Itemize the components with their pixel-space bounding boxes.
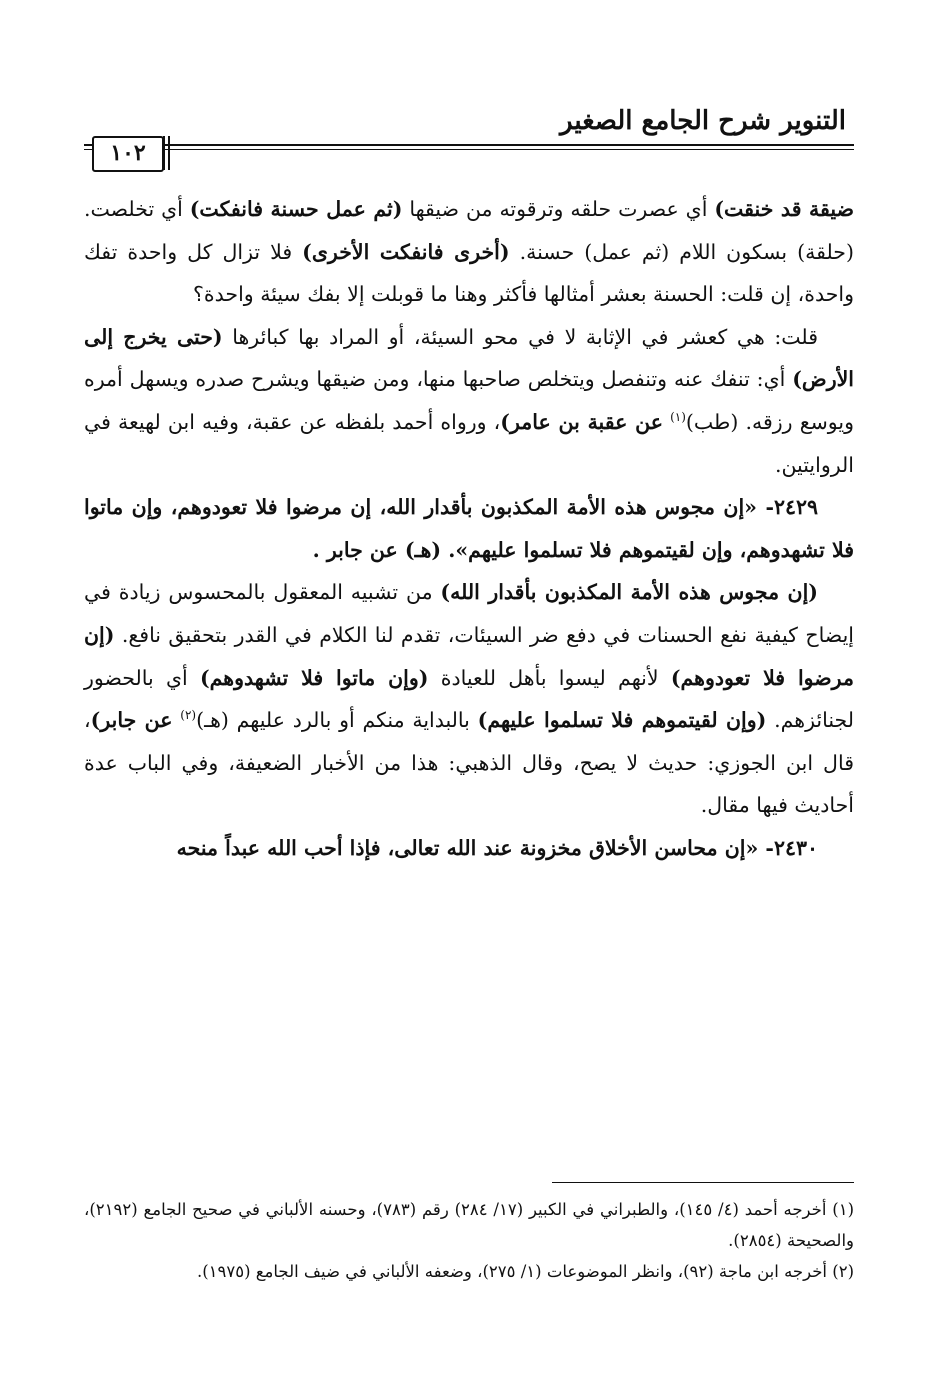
footnote-separator [552, 1182, 854, 1183]
footnote-1: (١) أخرجه أحمد (٤/ ١٤٥)، والطبراني في الكبير (١٧/ ٢٨٤) رقم (٧٨٣)، وحسنه الألباني في صحيح الجامع (٢١٩٢)، والصحيحة (٢٨٥٤). [84, 1200, 854, 1250]
header-rule [84, 144, 854, 146]
book-title: التنوير شرح الجامع الصغير [560, 106, 846, 136]
footnote-ref-2: (٢) [180, 708, 197, 723]
paragraph-2: قلت: هي كعشر في الإثابة لا في محو السيئة، أو المراد بها كبائرها (حتى يخرج إلى الأرض) أي: تنفك عنه وتنفصل ويتخلص صاحبها منها، ومن ضيقها ويشرح صدره ويسهل أمره ويوسع رزقه. (طب)$^{(١)}$ عن عقبة بن عامر)، ورواه أحمد بلفظه عن عقبة، وفيه ابن لهيعة في الروايتين. [84, 324, 854, 477]
footnotes [84, 1194, 854, 1287]
paragraph-4: (إن مجوس هذه الأمة المكذبون بأقدار الله) من تشبيه المعقول بالمحسوس زيادة في إيضاح كيفية نفع الحسنات في دفع ضر السيئات، تقدم لنا الكلام في القدر بتحقيق نافع. (إن مرضوا فلا تعودوهم) لأنهم ليسوا بأهل للعيادة (وإن ماتوا فلا تشهدوهم) أي بالحضور لجنائزهم. (وإن لقيتموهم فلا تسلموا عليهم) بالبداية منكم أو بالرد عليهم (هـ)$^{(٢)}$ عن جابر)، قال ابن الجوزي: حديث لا يصح، وقال الذهبي: هذا من الأخبار الضعيفة، وفي الباب عدة أحاديث فيها مقال. [84, 580, 854, 818]
page-number: ١٠٢ [92, 136, 164, 172]
header-rule-thin [84, 149, 854, 150]
hadith-2430: ٢٤٣٠- «إن محاسن الأخلاق مخزونة عند الله تعالى، فإذا أحب الله عبداً منحه [176, 835, 818, 860]
running-header [84, 100, 854, 175]
hadith-2429: ٢٤٢٩- «إن مجوس هذه الأمة المكذبون بأقدار الله، إن مرضوا فلا تعودوهم، وإن ماتوا فلا تشهدوهم، وإن لقيتموهم فلا تسلموا عليهم». (هـ) عن جابر . [84, 495, 854, 562]
paragraph-1: ضيقة قد خنقت) أي عصرت حلقه وترقوته من ضيقها (ثم عمل حسنة فانفكت) أي تخلصت. (حلقة) بسكون اللام (ثم عمل) حسنة. (أخرى فانفكت الأخرى) فلا تزال كل واحدة تفك واحدة، إن قلت: الحسنة بعشر أمثالها فأكثر وهنا ما قوبلت إلا بفك سيئة واحدة؟ [84, 197, 854, 307]
footnote-2: (٢) أخرجه ابن ماجة (٩٢)، وانظر الموضوعات (١/ ٢٧٥)، وضعفه الألباني في ضيف الجامع (١٩٧٥). [196, 1262, 854, 1281]
main-text [84, 188, 854, 870]
footnote-ref-1: (١) [670, 410, 686, 425]
